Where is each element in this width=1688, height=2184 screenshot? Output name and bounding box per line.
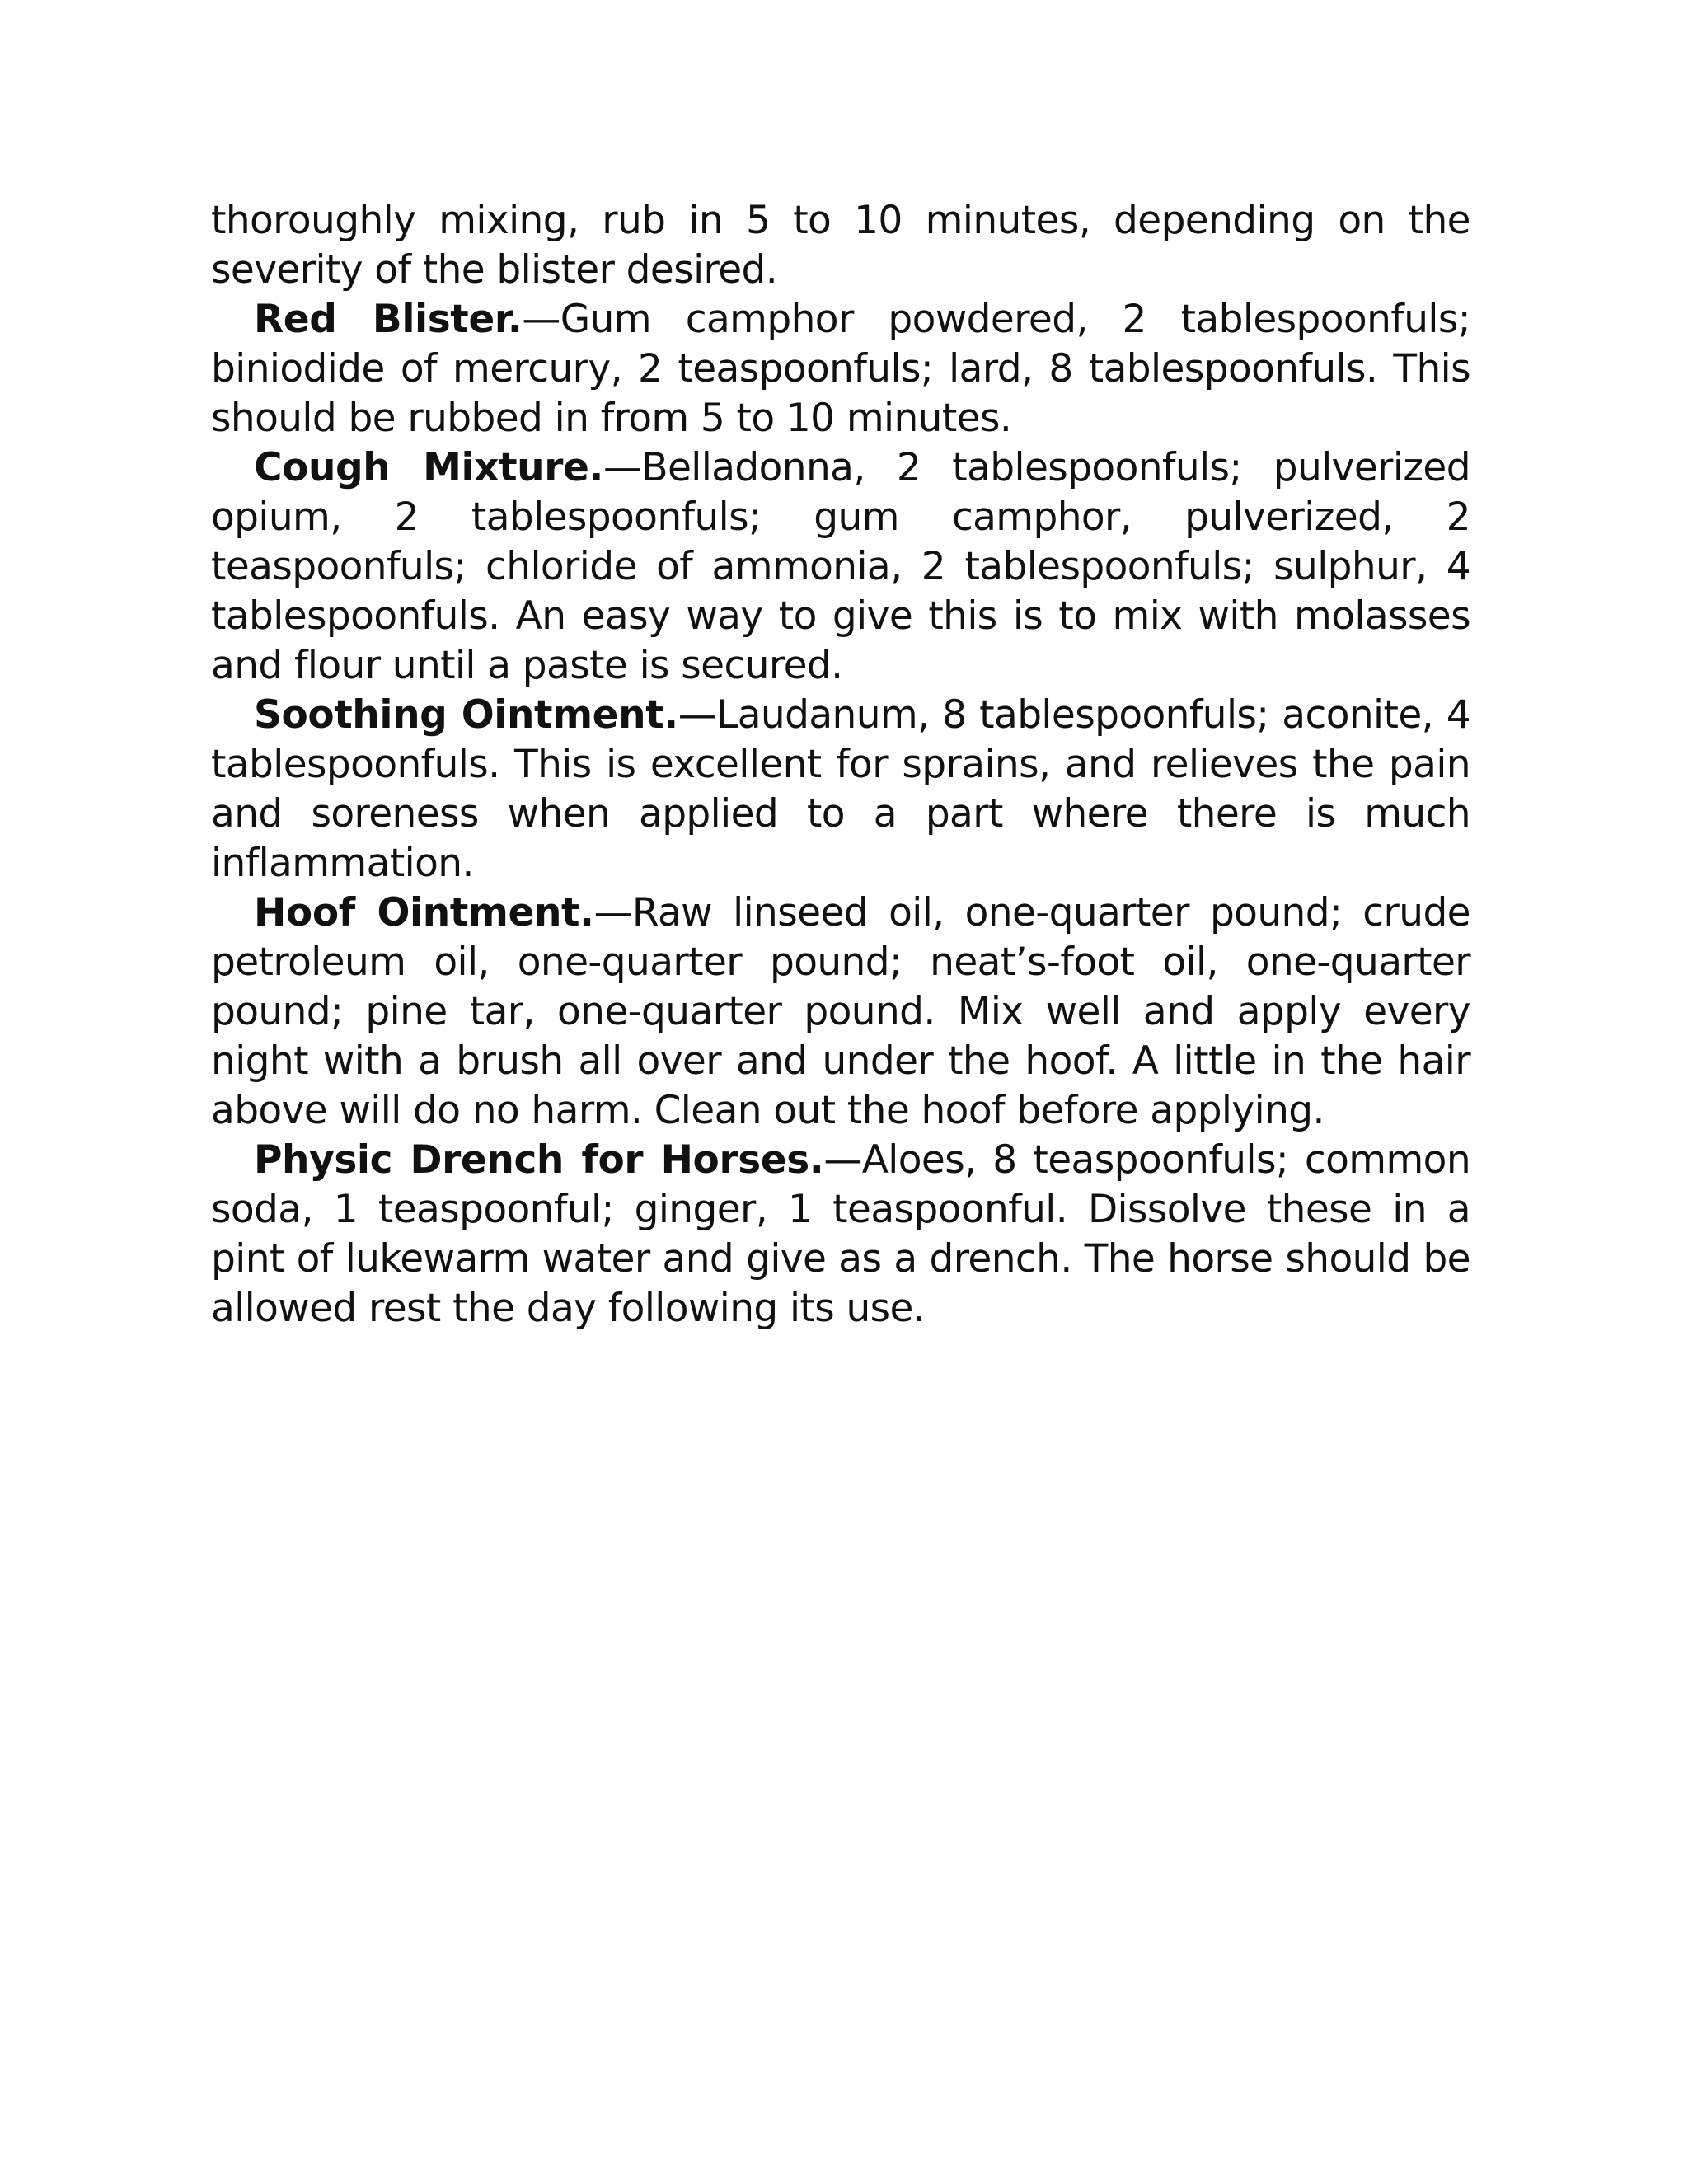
recipe-heading: Red Blister.	[254, 297, 523, 342]
recipe-heading: Hoof Ointment.	[254, 890, 594, 935]
recipe-text: —Laudanum, 8 tablespoonfuls; aconite, 4 tablespoonfuls. This is excellent for sprains, and relieves the pain and soreness when applied to a part where there is much inflammation.	[211, 692, 1470, 886]
recipe-heading: Cough Mixture.	[254, 445, 603, 490]
recipe-hoof-ointment	[211, 888, 1470, 1136]
recipe-physic-drench	[211, 1136, 1470, 1333]
recipe-cough-mixture	[211, 443, 1470, 691]
recipe-text: —Gum camphor powdered, 2 tablespoonfuls; biniodide of mercury, 2 teaspoonfuls; lard, 8 tablespoonfuls. This should be rubbed in from 5 to 10 minutes.	[211, 297, 1470, 441]
paragraph-text: thoroughly mixing, rub in 5 to 10 minutes, depending on the severity of the blister desired.	[211, 198, 1470, 293]
recipe-heading: Soothing Ointment.	[254, 692, 678, 738]
recipe-text: —Aloes, 8 teaspoonfuls; common soda, 1 teaspoonful; ginger, 1 teaspoonful. Dissolve these in a pint of lukewarm water and give as a drench. The horse should be allowed rest the day following its use.	[211, 1137, 1471, 1331]
recipe-red-blister	[211, 295, 1470, 443]
recipe-heading: Physic Drench for Horses.	[254, 1137, 824, 1183]
recipe-text: —Raw linseed oil, one-quarter pound; crude petroleum oil, one-quarter pound; neat’s-foot oil, one-quarter pound; pine tar, one-quarter pound. Mix well and apply every night with a brush all over and under the hoof. A little in the hair above will do no harm. Clean out the hoof before applying.	[211, 890, 1471, 1133]
continuation-paragraph	[211, 196, 1470, 295]
recipe-text: —Belladonna, 2 tablespoonfuls; pulverized opium, 2 tablespoonfuls; gum camphor, pulverized, 2 teaspoonfuls; chloride of ammonia, 2 tablespoonfuls; sulphur, 4 tablespoonfuls. An easy way to give this is to mix with molasses and flour until a paste is secured.	[211, 445, 1470, 688]
recipe-soothing-ointment	[211, 691, 1470, 888]
document-page	[211, 196, 1470, 1333]
